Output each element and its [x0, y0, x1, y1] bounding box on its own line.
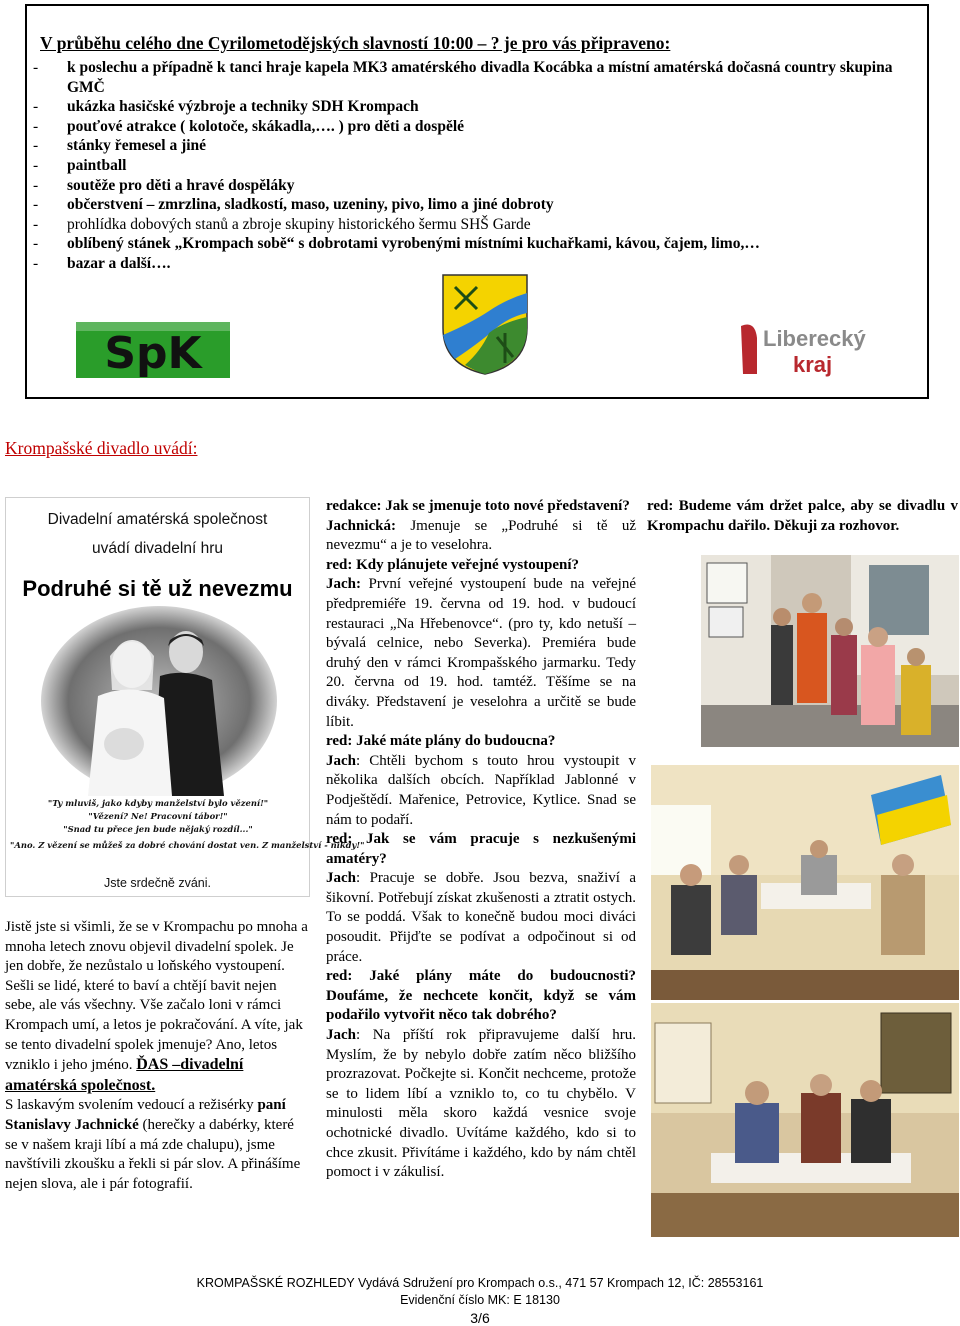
director-name: paní Stanislavy Jachnické [5, 1097, 286, 1133]
answer-label: Jach: [326, 576, 361, 593]
program-title: V průběhu celého dne Cyrilometodějských slavností 10:00 – ? je pro vás připraveno: [40, 33, 671, 53]
poster-invitation: Jste srdečně zváni. [104, 876, 211, 890]
interview-answer [326, 517, 636, 556]
program-item: - prohlídka dobových stanů a zbroje skupiny historického šermu SHŠ Garde [33, 215, 923, 235]
interview-question: red: Jaké máte plány do budoucna? [326, 733, 556, 750]
poster-quote: "Ty mluviš, jako kdyby manželství bylo vězení!" [47, 798, 269, 808]
answer-label: Jachnická: [326, 517, 397, 534]
answer-text: : Chtěli bychom s touto hrou vystoupit v několika dalších obcích. Například Jablonné v Podještědí. Mařenice, Petrovice, Kytlice. Snad se nám to podaří. [326, 752, 636, 828]
closing-remark: red: Budeme vám držet palce, aby se divadlu v Krompachu dařilo. Děkuji za rozhovor. [647, 498, 958, 534]
answer-text: Jmenuje se „Podruhé si tě už nevezmu“ a je to veselohra. [326, 517, 636, 554]
article-intro [5, 918, 310, 1194]
spk-logo [76, 322, 230, 378]
interview-question: red: Kdy plánujete veřejné vystoupení? [326, 556, 580, 573]
article-text: S laskavým svolením vedoucí a režisérky [5, 1097, 258, 1114]
interview [326, 497, 636, 1183]
wedding-photo [40, 606, 278, 796]
page-number: 3/6 [470, 1310, 490, 1326]
program-item: - k poslechu a případně k tanci hraje kapela MK3 amatérského divadla Kocábka a místní amatérská dočasná country skupina GMČ [33, 58, 923, 97]
program-item: - oblíbený stánek „Krompach sobě“ s dobrotami vyrobenými místními kuchařkami, kávou, čajem, limo,… [33, 234, 923, 254]
interview-answer [326, 1026, 636, 1183]
interview-answer [326, 869, 636, 967]
poster-quote: "Ano. Z vězení se můžeš za dobré chování dostat ven. Z manželství - nikdy!" [10, 840, 365, 850]
lk-logo-text-1: Liberecký [763, 326, 866, 351]
poster-title: Podruhé si tě už nevezmu [22, 576, 293, 601]
company-name: ĎAS –divadelní amatérská společnost. [5, 1056, 244, 1094]
program-item: - ukázka hasičské výzbroje a techniky SDH Krompach [33, 97, 923, 117]
outdoor-group-photo [701, 555, 959, 747]
answer-label: Jach [326, 752, 356, 769]
program-list [33, 58, 923, 274]
program-item: - občerstvení – zmrzlina, sladkostí, maso, uzeniny, pivo, limo a jiné dobroty [33, 195, 923, 215]
answer-text: : Na příští rok připravujeme další hru. Myslím, že by nebylo dobře zatím něco bližšího prozrazovat. Počkejte si. Končit nechceme, protože se to lidem líbí a vzniklo to, co tu chybělo. V minulosti měla skoro každá vesnice svoje ochotnické divadlo. Uvítáme každého, kdo si to chce zkusit. Přivítáme i každého, kdo by nám chtěl pomoct i v zákulisí. [326, 1027, 636, 1181]
article-text: Jistě jste si všimli, že se v Krompachu po mnoha a mnoha letech znovu objevil divadelní spolek. Je jen dobře, že nezůstalo u loňského vystoupení. Sešli se lidé, které to baví a chtějí bavit nejen sebe, ale vás všechny. Vše začalo loni v rámci Krompach umí, a letos je pokračování. A víte, jak se tento divadelní spolek jmenuje? Ano, letos vzniklo i jeho jméno. [5, 919, 308, 1074]
interview-question: red: Jak se vám pracuje s nezkušenými amatéry? [326, 831, 636, 867]
poster-quote: "Vězení? Ne! Pracovní tábor!" [88, 811, 228, 821]
poster-company: Divadelní amatérská společnost [47, 511, 268, 528]
answer-label: Jach [326, 1027, 356, 1044]
spk-logo-text: SpK [104, 328, 202, 378]
rehearsal-room-photo [651, 765, 959, 1000]
program-item: - stánky řemesel a jiné [33, 136, 923, 156]
program-item: - paintball [33, 156, 923, 176]
interview-question: redakce: Jak se jmenuje toto nové představení? [326, 498, 630, 514]
article-text: (herečky a dabérky, které se v našem kraji líbí a má zde chalupu), jsme navštívili zkoušku a řekli si pár slov. A přinášíme nejen slova, ale i pár fotografií. [5, 1116, 301, 1192]
coat-of-arms-logo [441, 273, 529, 376]
poster-quote: "Snad tu přece jen bude nějaký rozdíl..." [63, 824, 253, 834]
answer-label: Jach [326, 870, 356, 887]
poster-presents: uvádí divadelní hru [92, 540, 223, 557]
program-item: - bazar a další…. [33, 254, 923, 274]
interview-answer [326, 575, 636, 732]
footer-registration: Evidenční číslo MK: E 18130 [400, 1293, 560, 1307]
answer-text: : Pracuje se dobře. Jsou bezva, snaživí a šikovní. Potřebují získat zkušenosti a ztratit ostych. To se poddá. Však to konečně budou moci diváci posoudit. Přijďte se podívat a odpočinout si od práce. [326, 870, 636, 965]
footer-publisher: KROMPAŠSKÉ ROZHLEDY Vydává Sdružení pro Krompach o.s., 471 57 Krompach 12, IČ: 28553161 [196, 1276, 764, 1290]
program-item: - pouťové atrakce ( kolotoče, skákadla,…. ) pro děti a dospělé [33, 117, 923, 137]
lk-logo-text-2: kraj [793, 352, 833, 377]
liberecky-kraj-logo [735, 320, 875, 380]
program-item: - soutěže pro děti a hravé dospěláky [33, 176, 923, 196]
interview-answer [326, 752, 636, 830]
answer-text: První veřejné vystoupení bude na veřejné předpremiéře 19. června od 19. hod. v budoucí restauraci „Na Hřebenovce“. (pro ty, kdo netuší – bývalá celnice, nebo Severka). Premiéra bude druhý den v rámci Krompašského jarmarku. Tedy 20. června od 19. hod. tamtéž. Těšíme se na diváky. Představení je veselohra a určitě se bude líbit. [326, 576, 636, 730]
section-heading: Krompašské divadlo uvádí: [5, 438, 198, 458]
interview-question: red: Jaké plány máte do budoucnosti? Doufáme, že nechcete končit, když se vám podařilo vytvořit něco tak dobrého? [326, 968, 636, 1024]
rehearsal-table-photo [651, 1003, 959, 1237]
